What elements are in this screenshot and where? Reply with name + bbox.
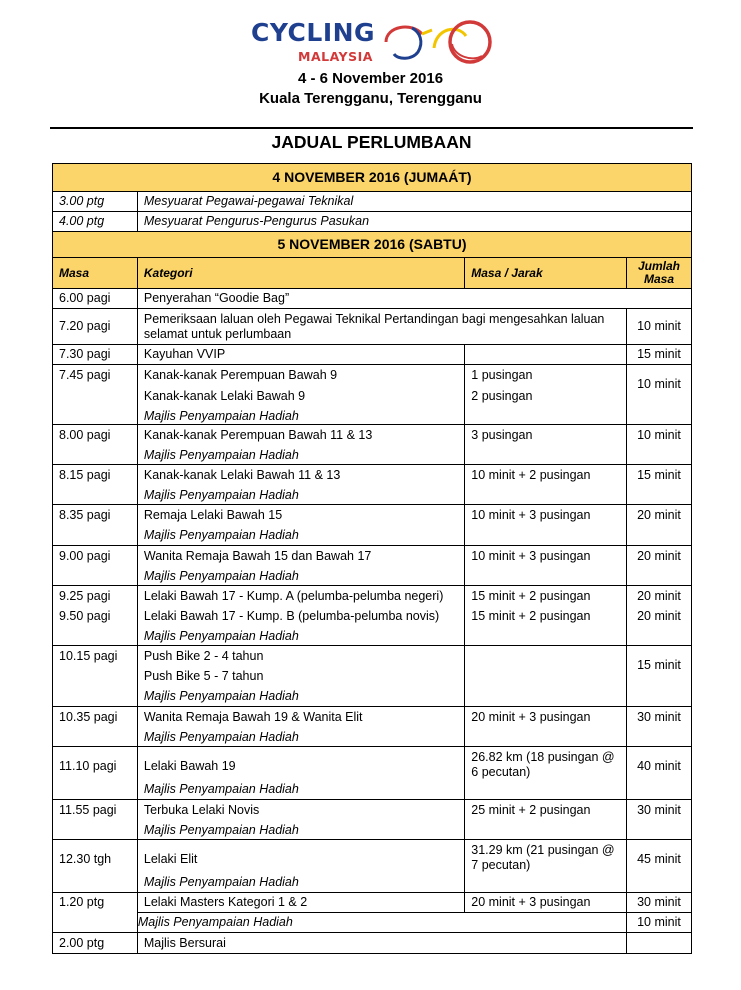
total-line: 20 minit <box>637 609 681 623</box>
category-cell <box>137 365 464 425</box>
distance-cell: 10 minit + 3 pusingan <box>465 505 627 546</box>
time-line: 9.25 pagi <box>59 589 111 603</box>
time-cell: 4.00 ptg <box>53 212 138 232</box>
category-line: Lelaki Bawah 19 <box>143 759 236 773</box>
table-row <box>53 365 692 425</box>
total-line: 20 minit <box>637 589 681 603</box>
table-row <box>53 505 692 546</box>
table-row <box>53 546 692 586</box>
category-line: Kanak-kanak Perempuan Bawah 11 & 13 <box>143 428 373 442</box>
distance-cell <box>465 345 627 365</box>
category-cell: Kayuhan VVIP <box>137 345 464 365</box>
total-cell: 15 minit <box>627 345 692 365</box>
category-cell <box>137 546 464 586</box>
award-line: Majlis Penyampaian Hadiah <box>143 409 299 423</box>
total-cell: 15 minit <box>627 465 692 505</box>
time-cell: 1.20 ptg <box>53 893 138 913</box>
column-header-total-line1: Jumlah <box>637 259 680 273</box>
time-cell <box>53 913 138 933</box>
time-cell: 11.55 pagi <box>53 800 138 840</box>
table-row <box>53 840 692 893</box>
category-cell: Lelaki Masters Kategori 1 & 2 <box>137 893 464 913</box>
table-row <box>53 707 692 747</box>
distance-cell: 26.82 km (18 pusingan @ 6 pecutan) <box>465 747 627 800</box>
time-cell: 12.30 tgh <box>53 840 138 893</box>
total-cell: 20 minit <box>627 505 692 546</box>
distance-cell: 10 minit + 2 pusingan <box>465 465 627 505</box>
column-header-row <box>53 258 692 289</box>
award-line: Majlis Penyampaian Hadiah <box>143 730 299 744</box>
schedule-table <box>52 163 692 954</box>
award-line: Majlis Penyampaian Hadiah <box>143 448 299 462</box>
award-line: Majlis Penyampaian Hadiah <box>143 629 299 643</box>
category-line: Kanak-kanak Lelaki Bawah 11 & 13 <box>143 468 341 482</box>
day1-heading: 4 NOVEMBER 2016 (JUMAÁT) <box>53 164 692 192</box>
cycling-wheels-logo-icon <box>382 18 497 66</box>
table-row <box>53 933 692 954</box>
total-cell: 10 minit <box>627 365 692 425</box>
event-dates: 4 - 6 November 2016 <box>297 70 444 87</box>
table-row <box>53 212 692 232</box>
day2-heading: 5 NOVEMBER 2016 (SABTU) <box>53 232 692 258</box>
distance-line: 15 minit + 2 pusingan <box>471 609 591 623</box>
title-rule <box>50 127 693 129</box>
time-cell: 7.30 pagi <box>53 345 138 365</box>
day-heading-row <box>53 164 692 192</box>
event-cell: Mesyuarat Pengurus-Pengurus Pasukan <box>137 212 691 232</box>
distance-cell: 20 minit + 3 pusingan <box>465 893 627 913</box>
award-line: Majlis Penyampaian Hadiah <box>143 488 299 502</box>
award-line: Majlis Penyampaian Hadiah <box>143 875 299 889</box>
category-line: Remaja Lelaki Bawah 15 <box>143 508 283 522</box>
category-line: Lelaki Bawah 17 - Kump. A (pelumba-pelumba negeri) <box>143 589 444 603</box>
total-cell: 30 minit <box>627 893 692 913</box>
category-line: Terbuka Lelaki Novis <box>143 803 260 817</box>
award-cell: Majlis Penyampaian Hadiah <box>137 913 626 933</box>
time-cell <box>53 586 138 646</box>
time-cell: 11.10 pagi <box>53 747 138 800</box>
table-row <box>53 800 692 840</box>
time-cell: 9.00 pagi <box>53 546 138 586</box>
column-header-total <box>627 258 692 289</box>
logo-subtitle: MALAYSIA <box>298 49 373 64</box>
table-row <box>53 747 692 800</box>
table-row <box>53 913 692 933</box>
column-header-category: Kategori <box>137 258 464 289</box>
category-cell <box>137 425 464 465</box>
time-cell: 7.20 pagi <box>53 309 138 345</box>
time-cell: 8.15 pagi <box>53 465 138 505</box>
category-cell <box>137 840 464 893</box>
award-line: Majlis Penyampaian Hadiah <box>143 528 299 542</box>
table-row <box>53 289 692 309</box>
table-row <box>53 192 692 212</box>
category-line: Lelaki Bawah 17 - Kump. B (pelumba-pelumba novis) <box>143 609 440 623</box>
category-cell <box>137 465 464 505</box>
document-header <box>0 0 741 120</box>
distance-cell: 20 minit + 3 pusingan <box>465 707 627 747</box>
total-cell: 10 minit <box>627 425 692 465</box>
category-cell <box>137 505 464 546</box>
day-heading-row <box>53 232 692 258</box>
distance-cell <box>465 365 627 425</box>
total-cell: 10 minit <box>627 309 692 345</box>
time-cell: 6.00 pagi <box>53 289 138 309</box>
distance-line: 15 minit + 2 pusingan <box>471 589 591 603</box>
total-cell: 30 minit <box>627 800 692 840</box>
column-header-distance: Masa / Jarak <box>465 258 627 289</box>
table-row <box>53 646 692 707</box>
time-cell: 3.00 ptg <box>53 192 138 212</box>
table-row <box>53 586 692 646</box>
time-cell: 8.35 pagi <box>53 505 138 546</box>
category-cell <box>137 800 464 840</box>
category-cell: Majlis Bersurai <box>137 933 626 954</box>
category-line: Kanak-kanak Perempuan Bawah 9 <box>143 368 338 382</box>
time-cell: 8.00 pagi <box>53 425 138 465</box>
column-header-time: Masa <box>53 258 138 289</box>
total-cell: 30 minit <box>627 707 692 747</box>
distance-line: 1 pusingan <box>471 368 533 382</box>
category-cell: Pemeriksaan laluan oleh Pegawai Teknikal Pertandingan bagi mengesahkan laluan selamat untuk perlumbaan <box>137 309 626 345</box>
category-line: Lelaki Elit <box>143 852 198 866</box>
page-title: JADUAL PERLUMBAAN <box>271 132 472 152</box>
table-row <box>53 309 692 345</box>
category-line: Kanak-kanak Lelaki Bawah 9 <box>143 389 306 403</box>
event-cell: Mesyuarat Pegawai-pegawai Teknikal <box>137 192 691 212</box>
award-line: Majlis Penyampaian Hadiah <box>143 689 299 703</box>
category-line: Push Bike 5 - 7 tahun <box>143 669 264 683</box>
time-cell: 7.45 pagi <box>53 365 138 425</box>
distance-cell: 25 minit + 2 pusingan <box>465 800 627 840</box>
total-cell <box>627 586 692 646</box>
table-row <box>53 893 692 913</box>
time-line: 9.50 pagi <box>59 609 111 623</box>
category-cell <box>137 586 464 646</box>
award-line: Majlis Penyampaian Hadiah <box>143 823 299 837</box>
category-line: Wanita Remaja Bawah 19 & Wanita Elit <box>143 710 363 724</box>
table-row <box>53 345 692 365</box>
table-row <box>53 425 692 465</box>
category-cell <box>137 707 464 747</box>
table-row <box>53 465 692 505</box>
category-cell <box>137 646 464 707</box>
time-cell: 10.15 pagi <box>53 646 138 707</box>
time-cell: 2.00 ptg <box>53 933 138 954</box>
distance-cell: 31.29 km (21 pusingan @ 7 pecutan) <box>465 840 627 893</box>
category-cell <box>137 747 464 800</box>
total-cell: 40 minit <box>627 747 692 800</box>
award-line: Majlis Penyampaian Hadiah <box>143 569 299 583</box>
award-line: Majlis Penyampaian Hadiah <box>143 782 299 796</box>
event-venue: Kuala Terengganu, Terengganu <box>259 90 482 107</box>
total-cell: 20 minit <box>627 546 692 586</box>
category-line: Wanita Remaja Bawah 15 dan Bawah 17 <box>143 549 372 563</box>
distance-cell: 10 minit + 3 pusingan <box>465 546 627 586</box>
distance-cell <box>465 646 627 707</box>
category-cell: Penyerahan “Goodie Bag” <box>137 289 691 309</box>
distance-line: 2 pusingan <box>471 389 533 403</box>
total-cell: 45 minit <box>627 840 692 893</box>
distance-cell: 3 pusingan <box>465 425 627 465</box>
distance-cell <box>465 586 627 646</box>
category-line: Push Bike 2 - 4 tahun <box>143 649 264 663</box>
logo-title: CYCLING <box>251 18 376 47</box>
total-cell: 10 minit <box>627 913 692 933</box>
time-cell: 10.35 pagi <box>53 707 138 747</box>
column-header-total-line2: Masa <box>643 272 675 286</box>
total-cell: 15 minit <box>627 646 692 707</box>
total-cell <box>627 933 692 954</box>
